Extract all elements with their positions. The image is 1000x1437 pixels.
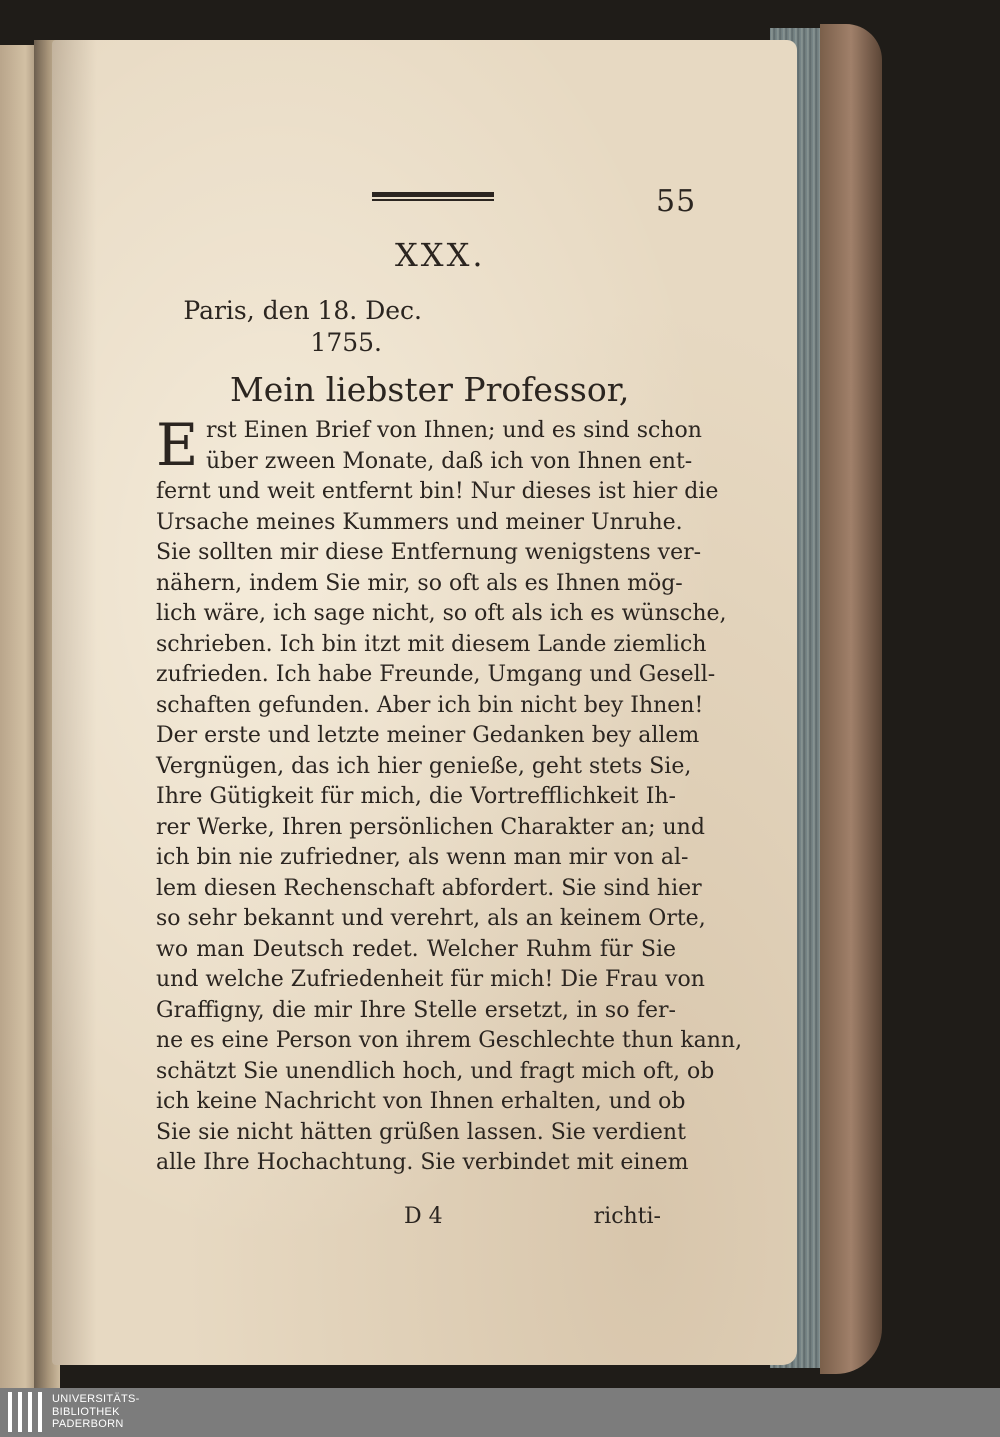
body-line: rer Werke, Ihren persönlichen Charakter an; und	[156, 814, 705, 840]
body-line: nähern, indem Sie mir, so oft als es Ihnen mög-	[156, 570, 683, 596]
body-line: schaften gefunden. Aber ich bin nicht bey Ihnen!	[156, 692, 704, 718]
body-line: Sie sie nicht hätten grüßen lassen. Sie verdient	[156, 1119, 686, 1145]
body-line: wo man Deutsch redet. Welcher Ruhm für Sie	[156, 936, 676, 962]
body-line: rst Einen Brief von Ihnen; und es sind schon	[206, 418, 702, 443]
body-line: fernt und weit entfernt bin! Nur dieses ist hier die	[156, 479, 719, 504]
body-line: alle Ihre Hochachtung. Sie verbindet mit einem	[156, 1150, 689, 1175]
body-line: schätzt Sie unendlich hoch, und fragt mich oft, ob	[156, 1058, 715, 1084]
catchword: richti-	[593, 1204, 661, 1229]
library-name-line: UNIVERSITÄTS-	[52, 1393, 140, 1405]
body-line: und welche Zufriedenheit für mich! Die Frau von	[156, 967, 705, 992]
body-line: so sehr bekannt und verehrt, als an keinem Orte,	[156, 906, 706, 931]
body-line: ich keine Nachricht von Ihnen erhalten, und ob	[156, 1089, 686, 1114]
library-name-line: PADERBORN	[52, 1418, 124, 1430]
library-name-line: BIBLIOTHEK	[52, 1405, 120, 1418]
dateline	[183, 295, 422, 359]
book-page	[52, 40, 797, 1365]
body-line: Vergnügen, das ich hier genieße, geht stets Sie,	[156, 753, 692, 779]
body-line: lich wäre, ich sage nicht, so oft als ich es wünsche,	[156, 601, 727, 626]
body-line: Ihre Gütigkeit für mich, die Vortrefflichkeit Ih-	[156, 784, 676, 809]
library-logo-icon	[6, 1392, 46, 1432]
page-number: 55	[656, 184, 697, 219]
salutation: Mein liebster Professor,	[230, 370, 630, 409]
body-line: schrieben. Ich bin itzt mit diesem Lande ziemlich	[156, 631, 707, 657]
letter-number: XXX.	[395, 236, 486, 274]
body-line: über zween Monate, daß ich von Ihnen ent-	[206, 448, 693, 474]
dateline-place-date: Paris, den 18. Dec.	[183, 296, 422, 325]
page-footer-marks	[156, 1204, 661, 1234]
body-line: Der erste und letzte meiner Gedanken bey allem	[156, 723, 700, 748]
body-line: ne es eine Person von ihrem Geschlechte thun kann,	[156, 1028, 743, 1053]
body-line: zufrieden. Ich habe Freunde, Umgang und Gesell-	[156, 662, 716, 687]
library-name	[52, 1393, 140, 1431]
letter-body	[156, 411, 743, 1179]
header-rule	[372, 192, 494, 201]
dateline-year: 1755.	[310, 328, 382, 357]
book-cover-edge	[820, 24, 882, 1374]
body-line: Graffigny, die mir Ihre Stelle ersetzt, in so fer-	[156, 997, 676, 1023]
body-line: Sie sollten mir diese Entfernung wenigstens ver-	[156, 540, 702, 565]
library-footer	[0, 1388, 1000, 1437]
drop-cap: E	[156, 411, 199, 479]
body-line: Ursache meines Kummers und meiner Unruhe.	[156, 509, 683, 535]
body-line: ich bin nie zufriedner, als wenn man mir von al-	[156, 845, 689, 870]
signature-mark: D 4	[404, 1204, 443, 1229]
body-line: lem diesen Rechenschaft abfordert. Sie sind hier	[156, 875, 702, 901]
